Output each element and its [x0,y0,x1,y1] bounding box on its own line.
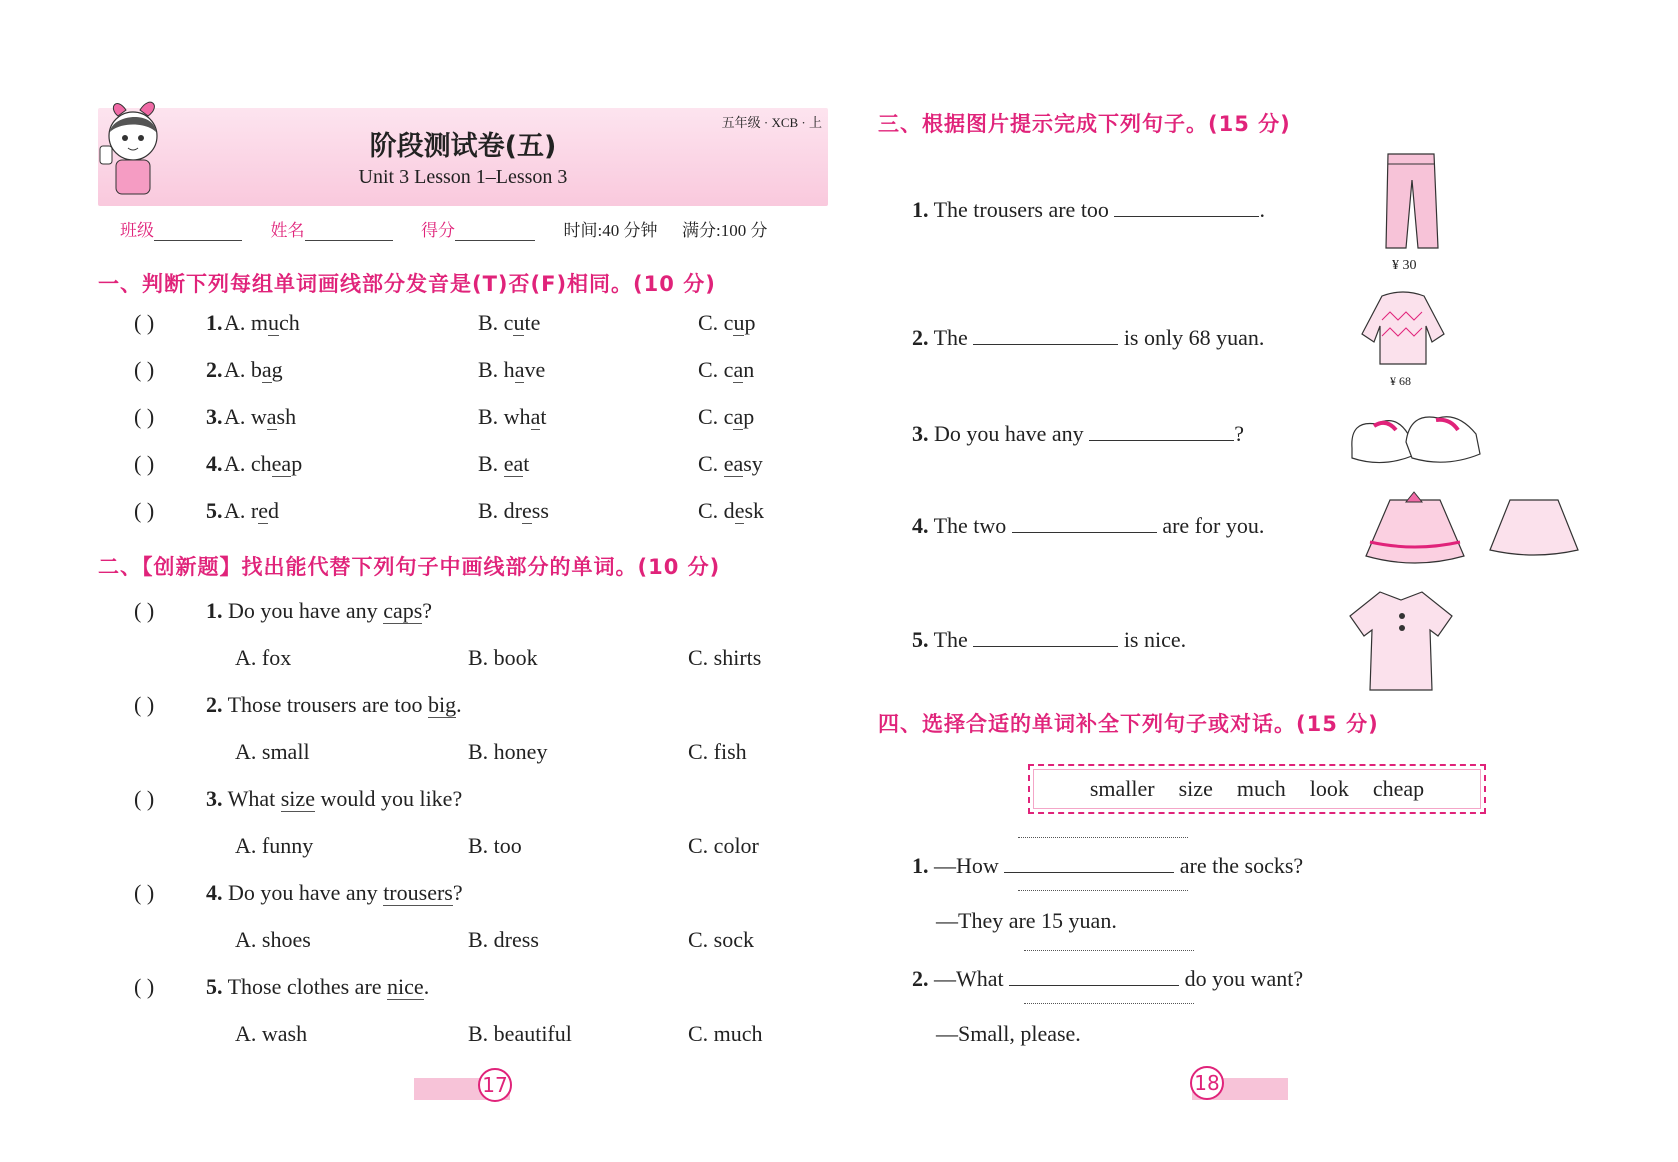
section2-question: ( ) 4. Do you have any trousers? [134,880,463,905]
question-number: 1. [206,598,223,623]
page-number-right: 18 [1190,1066,1224,1100]
word-bank-item: smaller [1089,776,1155,801]
underlined-letters: e [734,498,745,523]
question-suffix: is nice. [1118,627,1187,652]
section2-question: ( ) 2. Those trousers are too big. [134,692,462,717]
name-label: 姓名 [270,221,305,241]
question-prefix: The two [928,513,1012,538]
trousers-price: ¥ 30 [1392,258,1417,273]
answer-blank[interactable] [1012,512,1157,533]
option-c: C. cup [698,310,756,335]
section2-question: ( ) 1. Do you have any caps? [134,598,433,623]
underlined-letters: e [258,498,268,523]
score-label: 得分 [421,221,455,241]
question-suffix: are the socks? [1179,853,1304,878]
question-number: 2. [912,966,929,991]
question-suffix: are for you. [1156,513,1265,538]
section4-question [912,965,1303,992]
answer-paren[interactable]: ( ) [134,310,155,335]
section3-question [912,324,1264,351]
answer-paren[interactable]: ( ) [134,404,155,429]
section3-question [912,420,1244,447]
dialogue-answer: —Small, please. [936,1021,1081,1046]
option-choice[interactable]: A. funny [235,833,314,858]
underlined-letters: a [733,357,744,382]
section1-question [134,498,765,524]
underlined-letters: a [733,404,744,429]
answer-blank[interactable] [1114,196,1259,217]
underlined-word: trousers [383,880,453,905]
answer-blank[interactable] [973,626,1118,647]
section3-question [912,512,1264,539]
page-number-left: 17 [478,1068,512,1102]
option-choice[interactable]: C. color [688,833,759,858]
answer-paren[interactable]: ( ) [134,598,155,623]
question-prefix: —How [934,853,999,878]
option-a: A. wash [224,404,297,429]
test-header [98,108,828,206]
answer-paren[interactable]: ( ) [134,498,155,523]
question-number: 2. [206,692,223,717]
question-number: 4. [206,451,223,476]
word-bank-item: cheap [1372,776,1425,801]
section2-question: ( ) 3. What size would you like? [134,786,463,811]
word-bank-item: much [1236,776,1286,801]
trousers-icon [1378,150,1448,262]
question-number: 4. [206,880,223,905]
name-field[interactable] [305,222,393,241]
option-choice[interactable]: C. fish [688,739,747,764]
answer-blank[interactable] [1089,420,1234,441]
option-choice[interactable]: B. honey [468,739,548,764]
question-number: 3. [206,786,223,811]
question-number: 2. [206,357,223,382]
question-number: 1. [912,197,929,222]
answer-paren[interactable]: ( ) [134,692,155,717]
dialogue-answer: —They are 15 yuan. [936,908,1117,933]
underlined-letters: u [733,310,745,335]
option-a: A. much [224,310,300,335]
option-choice[interactable]: B. dress [468,927,539,952]
underlined-word: nice [387,974,424,999]
underlined-word: big [428,692,457,717]
test-title: 阶段测试卷(五) [369,131,557,162]
underlined-letters: u [268,310,279,335]
section3-question [912,196,1265,223]
question-prefix: The [928,325,974,350]
word-bank-item: size [1178,776,1213,801]
option-choice[interactable]: B. beautiful [468,1021,572,1046]
option-choice[interactable]: C. sock [688,927,754,952]
section1-question [134,451,763,477]
section3-question [912,626,1186,653]
option-choice[interactable]: A. wash [235,1021,308,1046]
option-b: B. cute [478,310,541,335]
word-bank-item: look [1309,776,1349,801]
question-number: 1. [206,310,223,335]
option-b: B. dress [478,498,549,523]
student-info [120,216,767,241]
answer-blank[interactable] [1004,852,1174,873]
underlined-letters: ea [503,451,524,476]
underlined-word: size [280,786,315,811]
question-number: 5. [912,627,929,652]
underlined-letters: ea [271,451,292,476]
writing-guide-line [1024,950,1194,951]
section1-question [134,357,755,383]
question-suffix: is only 68 yuan. [1118,325,1265,350]
option-c: C. cap [698,404,755,429]
score-field[interactable] [455,222,535,241]
question-number: 2. [912,325,929,350]
option-a: A. bag [224,357,283,382]
question-suffix: ? [1234,421,1244,446]
shoes-icon [1346,404,1486,470]
section3-title: 三、根据图片提示完成下列句子。(15 分) [878,112,1291,136]
option-b: B. have [478,357,546,382]
option-choice[interactable]: A. small [235,739,310,764]
option-c: C. easy [698,451,763,476]
sweater-price: ¥ 68 [1390,374,1411,388]
underlined-word: caps [383,598,423,623]
question-number: 3. [912,421,929,446]
answer-paren[interactable]: ( ) [134,357,155,382]
answer-paren[interactable]: ( ) [134,974,155,999]
option-choice[interactable]: A. fox [235,645,292,670]
option-choice[interactable]: A. shoes [235,927,311,952]
option-choice[interactable]: C. shirts [688,645,762,670]
option-choice[interactable]: B. book [468,645,538,670]
underlined-letters: a [261,357,272,382]
shirt-icon [1346,586,1456,694]
answer-blank[interactable] [973,324,1118,345]
question-number: 4. [912,513,929,538]
underlined-letters: a [530,404,541,429]
underlined-letters: u [513,310,525,335]
section2-title: 二、【创新题】找出能代替下列句子中画线部分的单词。(10 分) [98,555,721,579]
writing-guide-line [1018,890,1188,891]
question-number: 5. [206,498,223,523]
option-b: B. eat [478,451,530,476]
question-prefix: —What [934,966,1004,991]
section1-title: 一、判断下列每组单词画线部分发音是(T)否(F)相同。(10 分) [98,272,716,296]
full-score-label: 满分:100 分 [681,221,768,240]
class-field[interactable] [154,222,242,241]
option-c: C. desk [698,498,765,523]
grade-label: 五年级 · XCB · 上 [721,115,822,130]
question-number: 3. [206,404,223,429]
question-prefix: Do you have any [928,421,1090,446]
girl-mascot-icon [96,88,176,206]
section4-question [912,852,1303,879]
underlined-letters: a [514,357,525,382]
class-label: 班级 [120,221,154,241]
underlined-letters: e [522,498,532,523]
section2-question: ( ) 5. Those clothes are nice. [134,974,430,999]
question-number: 1. [912,853,929,878]
question-suffix: . [1259,197,1265,222]
question-number: 5. [206,974,223,999]
writing-guide-line [1018,837,1188,838]
option-b: B. what [478,404,547,429]
answer-paren[interactable]: ( ) [134,451,155,476]
option-a: A. cheap [224,451,303,476]
answer-paren[interactable]: ( ) [134,786,155,811]
writing-guide-line [1024,1003,1194,1004]
section1-question [134,310,756,336]
question-prefix: The trousers are too [928,197,1115,222]
option-a: A. red [224,498,279,523]
underlined-letters: a [266,404,277,429]
option-choice[interactable]: B. too [468,833,522,858]
question-prefix: The [928,627,974,652]
underlined-letters: ea [723,451,744,476]
question-suffix: do you want? [1184,966,1304,991]
answer-blank[interactable] [1009,965,1179,986]
skirts-icon [1360,486,1580,572]
option-choice[interactable]: C. much [688,1021,763,1046]
answer-paren[interactable]: ( ) [134,880,155,905]
time-label: 时间:40 分钟 [563,221,658,240]
sweater-icon [1360,290,1446,372]
test-subtitle: Unit 3 Lesson 1–Lesson 3 [358,166,568,188]
section1-question [134,404,755,430]
section4-title: 四、选择合适的单词补全下列句子或对话。(15 分) [878,712,1379,736]
option-c: C. can [698,357,755,382]
word-bank [1028,764,1486,814]
